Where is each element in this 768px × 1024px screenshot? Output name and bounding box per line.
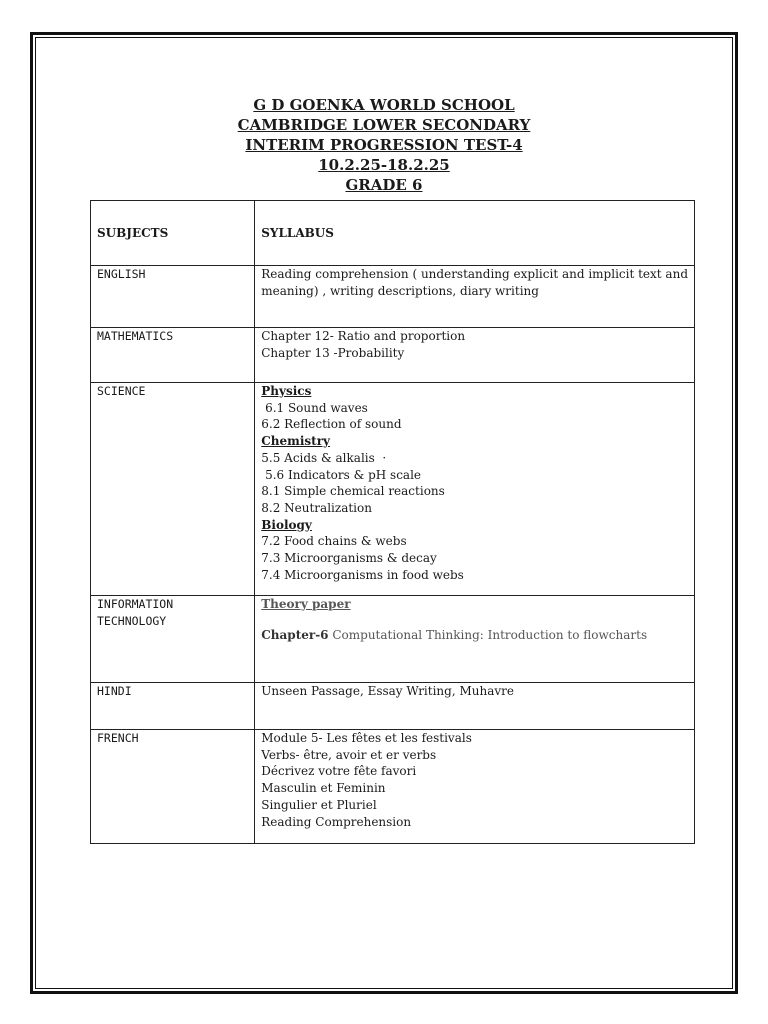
table-row-mathematics [91,328,695,383]
syllabus-line: Singulier et Pluriel [261,797,377,812]
physics-heading: Physics [261,384,312,398]
table-header-row [91,201,695,266]
subject-cell: SCIENCE [91,383,255,596]
syllabus-cell [255,730,695,844]
syllabus-line: 7.2 Food chains & webs [261,534,407,549]
syllabus-line: Verbs- être, avoir et er verbs [261,747,437,762]
syllabus-cell [255,383,695,596]
syllabus-cell [255,266,695,328]
chapter-text: Computational Thinking: Introduction to flowcharts [328,627,648,642]
syllabus-line [261,627,688,644]
syllabus-line: Unseen Passage, Essay Writing, Muhavre [261,684,514,698]
syllabus-line: Masculin et Feminin [261,781,386,796]
syllabus-line: Décrivez votre fête favori [261,764,417,779]
subject-line: INFORMATION [97,597,174,611]
subject-line: TECHNOLOGY [97,613,167,628]
table-row-science [91,383,695,596]
syllabus-line: 5.6 Indicators & pH scale [261,467,422,482]
school-name: G D GOENKA WORLD SCHOOL [253,96,515,114]
chemistry-heading: Chemistry [261,434,331,449]
syllabus-line: 8.2 Neutralization [261,500,372,515]
syllabus-column-header: SYLLABUS [255,201,695,266]
syllabus-cell [255,596,695,683]
table-row-french [91,730,695,844]
test-dates: 10.2.25-18.2.25 [318,156,450,174]
syllabus-line: Reading comprehension ( understanding explicit and implicit text and [261,267,688,281]
syllabus-line: 6.1 Sound waves [261,400,368,415]
biology-heading: Biology [261,517,312,532]
subject-cell [91,596,255,683]
subject-cell: ENGLISH [91,266,255,328]
theory-paper-heading: Theory paper [261,597,351,611]
subject-cell: MATHEMATICS [91,328,255,383]
syllabus-line: Module 5- Les fêtes et les festivals [261,731,472,745]
program-name: CAMBRIDGE LOWER SECONDARY [237,116,531,134]
syllabus-line: meaning) , writing descriptions, diary writing [261,283,539,298]
subjects-column-header: SUBJECTS [91,201,255,266]
table-row-english [91,266,695,328]
table-row-hindi [91,683,695,730]
syllabus-line: Chapter 13 -Probability [261,345,405,360]
grade-label: GRADE 6 [345,176,423,194]
syllabus-line: 6.2 Reflection of sound [261,417,402,432]
syllabus-line: 7.4 Microorganisms in food webs [261,567,464,582]
chapter-label: Chapter-6 [261,627,329,642]
subject-cell: HINDI [91,683,255,730]
syllabus-cell [255,328,695,383]
syllabus-line: 7.3 Microorganisms & decay [261,551,437,566]
document-header [0,95,768,195]
syllabus-cell [255,683,695,730]
syllabus-line: 8.1 Simple chemical reactions [261,484,445,499]
syllabus-line: Chapter 12- Ratio and proportion [261,329,466,343]
syllabus-table [90,200,695,844]
test-name: INTERIM PROGRESSION TEST-4 [245,136,523,154]
syllabus-line: 5.5 Acids & alkalis · [261,450,387,465]
subject-cell: FRENCH [91,730,255,844]
table-row-information-technology [91,596,695,683]
syllabus-line: Reading Comprehension [261,814,412,829]
